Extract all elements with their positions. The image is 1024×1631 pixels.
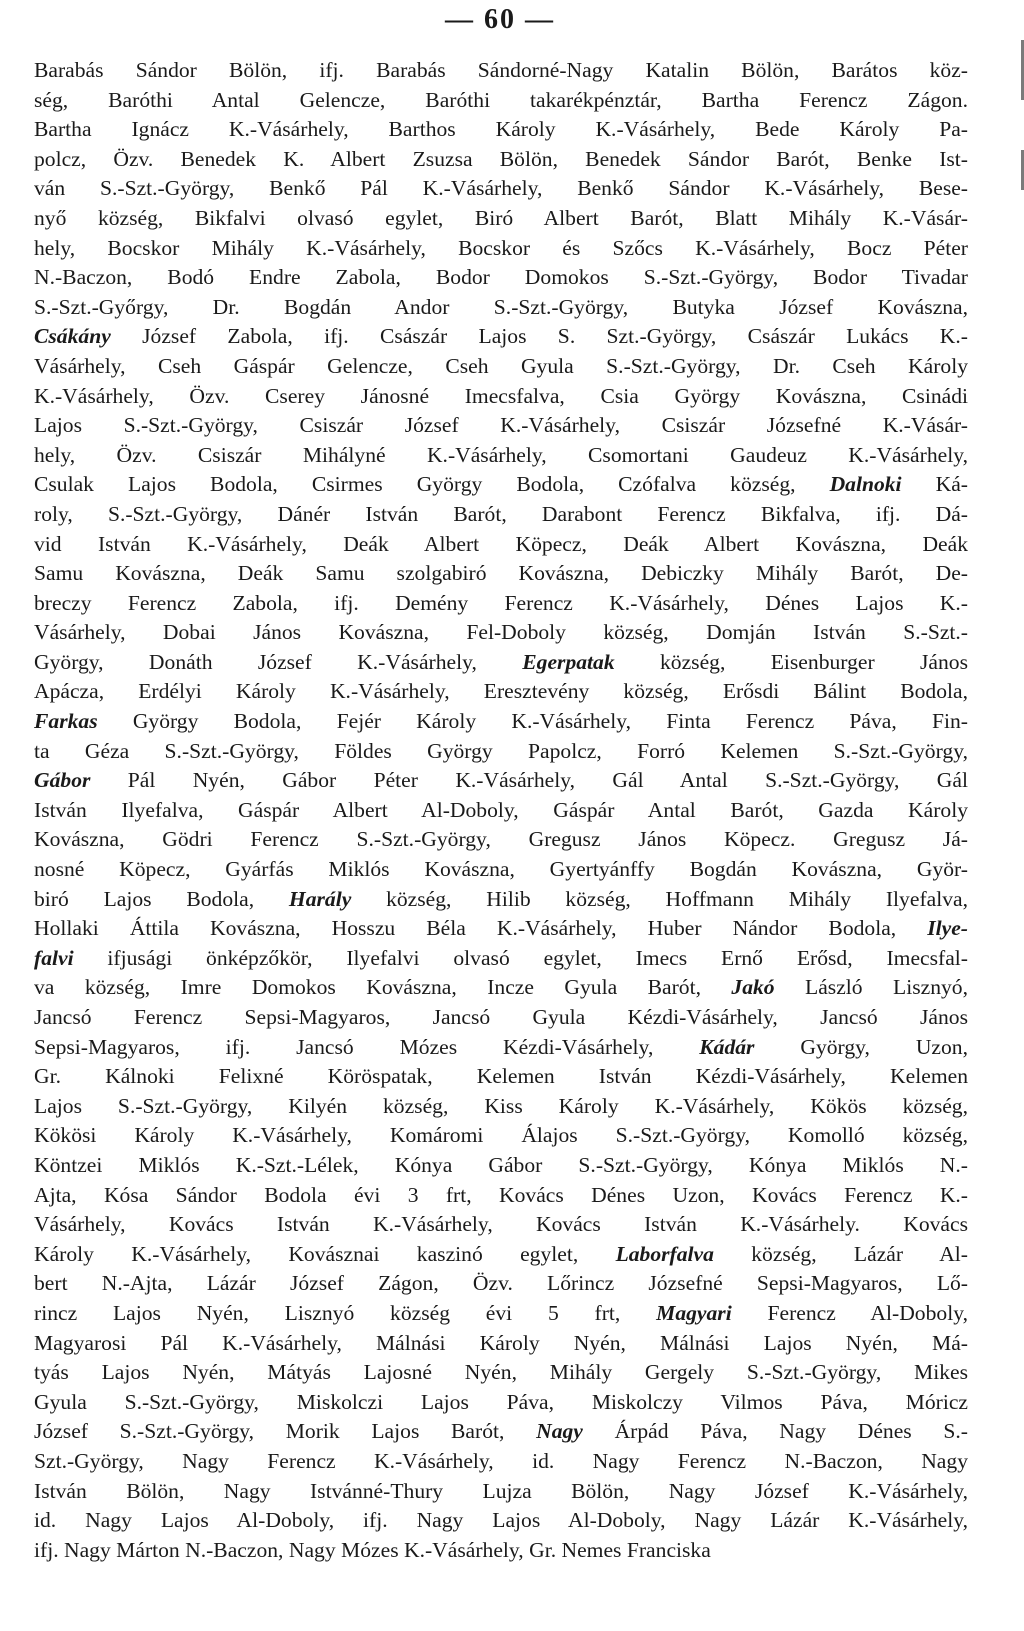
text-segment: Csulak Lajos Bodola, Csirmes György Bodola, Czófalva község,	[34, 472, 830, 497]
text-segment: József Zabola, ifj. Császár Lajos S. Szt.-György, Császár Lukács K.-	[110, 324, 968, 349]
text-line: Kovászna, Gödri Ferencz S.-Szt.-György, Gregusz János Köpecz. Gregusz Já-	[34, 827, 968, 852]
text-segment: Sepsi-Magyaros, ifj. Jancsó Mózes Kézdi-Vásárhely,	[34, 1034, 700, 1059]
text-line: ván S.-Szt.-György, Benkő Pál K.-Vásárhely, Benkő Sándor K.-Vásárhely, Bese-	[34, 176, 968, 201]
text-line: tyás Lajos Nyén, Mátyás Lajosné Nyén, Mihály Gergely S.-Szt.-György, Mikes	[34, 1360, 968, 1385]
text-line	[34, 648, 968, 678]
text-line: N.-Baczon, Bodó Endre Zabola, Bodor Domokos S.-Szt.-György, Bodor Tivadar	[34, 265, 968, 290]
text-line	[34, 885, 968, 915]
text-segment: György, Uzon,	[754, 1034, 968, 1059]
text-line	[34, 1299, 968, 1329]
text-line: Vásárhely, Dobai János Kovászna, Fel-Doboly község, Domján István S.-Szt.-	[34, 620, 968, 645]
text-line: Gr. Kálnoki Felixné Köröspatak, Kelemen István Kézdi-Vásárhely, Kelemen	[34, 1064, 968, 1089]
text-line	[34, 1417, 968, 1447]
text-line	[34, 914, 968, 944]
text-line	[34, 707, 968, 737]
emphasized-name: Jakó	[731, 975, 775, 1000]
text-segment: László Lisznyó,	[774, 975, 968, 1000]
emphasized-name: Csákány	[34, 324, 111, 349]
text-segment: Árpád Páva, Nagy Dénes S.-	[582, 1419, 968, 1444]
text-segment: va község, Imre Domokos Kovászna, Incze Gyula Barót,	[34, 975, 732, 1000]
emphasized-name: falvi	[34, 945, 74, 970]
emphasized-name: Magyari	[656, 1300, 732, 1325]
text-line: hely, Özv. Csiszár Mihályné K.-Vásárhely, Csomortani Gaudeuz K.-Vásárhely,	[34, 442, 968, 467]
text-line: Bartha Ignácz K.-Vásárhely, Barthos Károly K.-Vásárhely, Bede Károly Pa-	[34, 117, 968, 142]
text-line: vid István K.-Vásárhely, Deák Albert Köpecz, Deák Albert Kovászna, Deák	[34, 531, 968, 556]
text-line: Barabás Sándor Bölön, ifj. Barabás Sándorné-Nagy Katalin Bölön, Barátos köz-	[34, 58, 968, 82]
text-line: Lajos S.-Szt.-György, Csiszár József K.-Vásárhely, Csiszár Józsefné K.-Vásár-	[34, 413, 968, 438]
text-line: S.-Szt.-Győrgy, Dr. Bogdán Andor S.-Szt.-György, Butyka József Kovászna,	[34, 294, 968, 319]
text-line: Gyula S.-Szt.-György, Miskolczi Lajos Páva, Miskolczy Vilmos Páva, Móricz	[34, 1389, 968, 1414]
text-segment: Károly K.-Vásárhely, Kovásznai kaszinó egylet,	[34, 1241, 616, 1266]
text-segment: rincz Lajos Nyén, Lisznyó község évi 5 frt,	[34, 1300, 657, 1325]
emphasized-name: Dalnoki	[829, 472, 902, 497]
text-line: Apácza, Erdélyi Károly K.-Vásárhely, Eresztevény község, Erősdi Bálint Bodola,	[34, 679, 968, 704]
text-segment: község, Hilib község, Hoffmann Mihály Ilyefalva,	[351, 886, 968, 911]
text-line	[34, 470, 968, 500]
text-line: nosné Köpecz, Gyárfás Miklós Kovászna, Gyertyánffy Bogdán Kovászna, Györ-	[34, 857, 968, 882]
emphasized-name: Gábor	[34, 768, 91, 793]
text-segment: György Bodola, Fejér Károly K.-Vásárhely, Finta Ferencz Páva, Fin-	[97, 709, 968, 734]
text-line: ifj. Nagy Márton N.-Baczon, Nagy Mózes K.-Vásárhely, Gr. Nemes Franciska	[34, 1537, 711, 1562]
text-line: id. Nagy Lajos Al-Doboly, ifj. Nagy Lajos Al-Doboly, Nagy Lázár K.-Vásárhely,	[34, 1508, 968, 1533]
text-line: K.-Vásárhely, Özv. Cserey Jánosné Imecsfalva, Csia György Kovászna, Csinádi	[34, 383, 968, 408]
text-line	[34, 973, 968, 1003]
text-line	[34, 1033, 968, 1063]
text-line: Magyarosi Pál K.-Vásárhely, Málnási Károly Nyén, Málnási Lajos Nyén, Má-	[34, 1330, 968, 1355]
text-line: ség, Baróthi Antal Gelencze, Baróthi takarékpénztár, Bartha Ferencz Zágon.	[34, 87, 968, 112]
text-segment: Pál Nyén, Gábor Péter K.-Vásárhely, Gál Antal S.-Szt.-György, Gál	[90, 768, 968, 793]
text-line: ta Géza S.-Szt.-György, Földes György Papolcz, Forró Kelemen S.-Szt.-György,	[34, 738, 968, 763]
text-line: Lajos S.-Szt.-György, Kilyén község, Kiss Károly K.-Vásárhely, Kökös község,	[34, 1093, 968, 1118]
text-segment: község, Lázár Al-	[713, 1241, 968, 1266]
text-segment: község, Eisenburger János	[614, 649, 968, 674]
text-segment: biró Lajos Bodola,	[34, 886, 289, 911]
text-segment: József S.-Szt.-György, Morik Lajos Barót,	[34, 1419, 537, 1444]
text-line: Kökösi Károly K.-Vásárhely, Komáromi Álajos S.-Szt.-György, Komolló község,	[34, 1123, 968, 1148]
page-number: — 60 —	[445, 4, 555, 35]
text-line	[34, 766, 968, 796]
text-line	[34, 1240, 968, 1270]
text-line: breczy Ferencz Zabola, ifj. Demény Ferencz K.-Vásárhely, Dénes Lajos K.-	[34, 590, 968, 615]
emphasized-name: Laborfalva	[615, 1241, 714, 1266]
text-line: Szt.-György, Nagy Ferencz K.-Vásárhely, id. Nagy Ferencz N.-Baczon, Nagy	[34, 1448, 968, 1473]
text-line: Köntzei Miklós K.-Szt.-Lélek, Kónya Gábor S.-Szt.-György, Kónya Miklós N.-	[34, 1152, 968, 1177]
emphasized-name: Farkas	[34, 709, 98, 734]
text-line	[34, 944, 968, 974]
text-line: Jancsó Ferencz Sepsi-Magyaros, Jancsó Gyula Kézdi-Vásárhely, Jancsó János	[34, 1005, 968, 1029]
text-line: Vásárhely, Cseh Gáspár Gelencze, Cseh Gyula S.-Szt.-György, Dr. Cseh Károly	[34, 353, 968, 378]
emphasized-name: Nagy	[536, 1419, 583, 1444]
text-segment: Ferencz Al-Doboly,	[731, 1300, 968, 1325]
text-segment: Hollaki Áttila Kovászna, Hosszu Béla K.-Vásárhely, Huber Nándor Bodola,	[34, 916, 928, 941]
text-line: Ajta, Kósa Sándor Bodola évi 3 frt, Kovács Dénes Uzon, Kovács Ferencz K.-	[34, 1182, 968, 1207]
text-segment: ifjusági önképzőkör, Ilyefalvi olvasó egylet, Imecs Ernő Erősd, Imecsfal-	[73, 945, 968, 970]
text-line	[34, 322, 968, 352]
text-segment: Ká-	[901, 472, 968, 497]
text-line: hely, Bocskor Mihály K.-Vásárhely, Bocskor és Szőcs K.-Vásárhely, Bocz Péter	[34, 235, 968, 260]
text-line: polcz, Özv. Benedek K. Albert Zsuzsa Bölön, Benedek Sándor Barót, Benke Ist-	[34, 146, 968, 171]
text-segment: György, Donáth József K.-Vásárhely,	[34, 649, 523, 674]
text-line: István Ilyefalva, Gáspár Albert Al-Doboly, Gáspár Antal Barót, Gazda Károly	[34, 797, 968, 822]
text-line: nyő község, Bikfalvi olvasó egylet, Biró Albert Barót, Blatt Mihály K.-Vásár-	[34, 205, 968, 230]
text-line: Samu Kovászna, Deák Samu szolgabiró Kovászna, Debiczky Mihály Barót, De-	[34, 561, 968, 586]
text-line: István Bölön, Nagy Istvánné-Thury Lujza Bölön, Nagy József K.-Vásárhely,	[34, 1478, 968, 1503]
donor-list-text	[34, 56, 968, 1565]
emphasized-name: Ilye-	[927, 916, 968, 941]
text-line: bert N.-Ajta, Lázár József Zágon, Özv. Lőrincz Józsefné Sepsi-Magyaros, Lő-	[34, 1271, 968, 1296]
text-line: Vásárhely, Kovács István K.-Vásárhely, Kovács István K.-Vásárhely. Kovács	[34, 1212, 968, 1237]
emphasized-name: Egerpatak	[522, 649, 615, 674]
emphasized-name: Harály	[288, 886, 352, 911]
emphasized-name: Kádár	[699, 1034, 755, 1059]
text-line: roly, S.-Szt.-György, Dánér István Barót, Darabont Ferencz Bikfalva, ifj. Dá-	[34, 501, 968, 526]
